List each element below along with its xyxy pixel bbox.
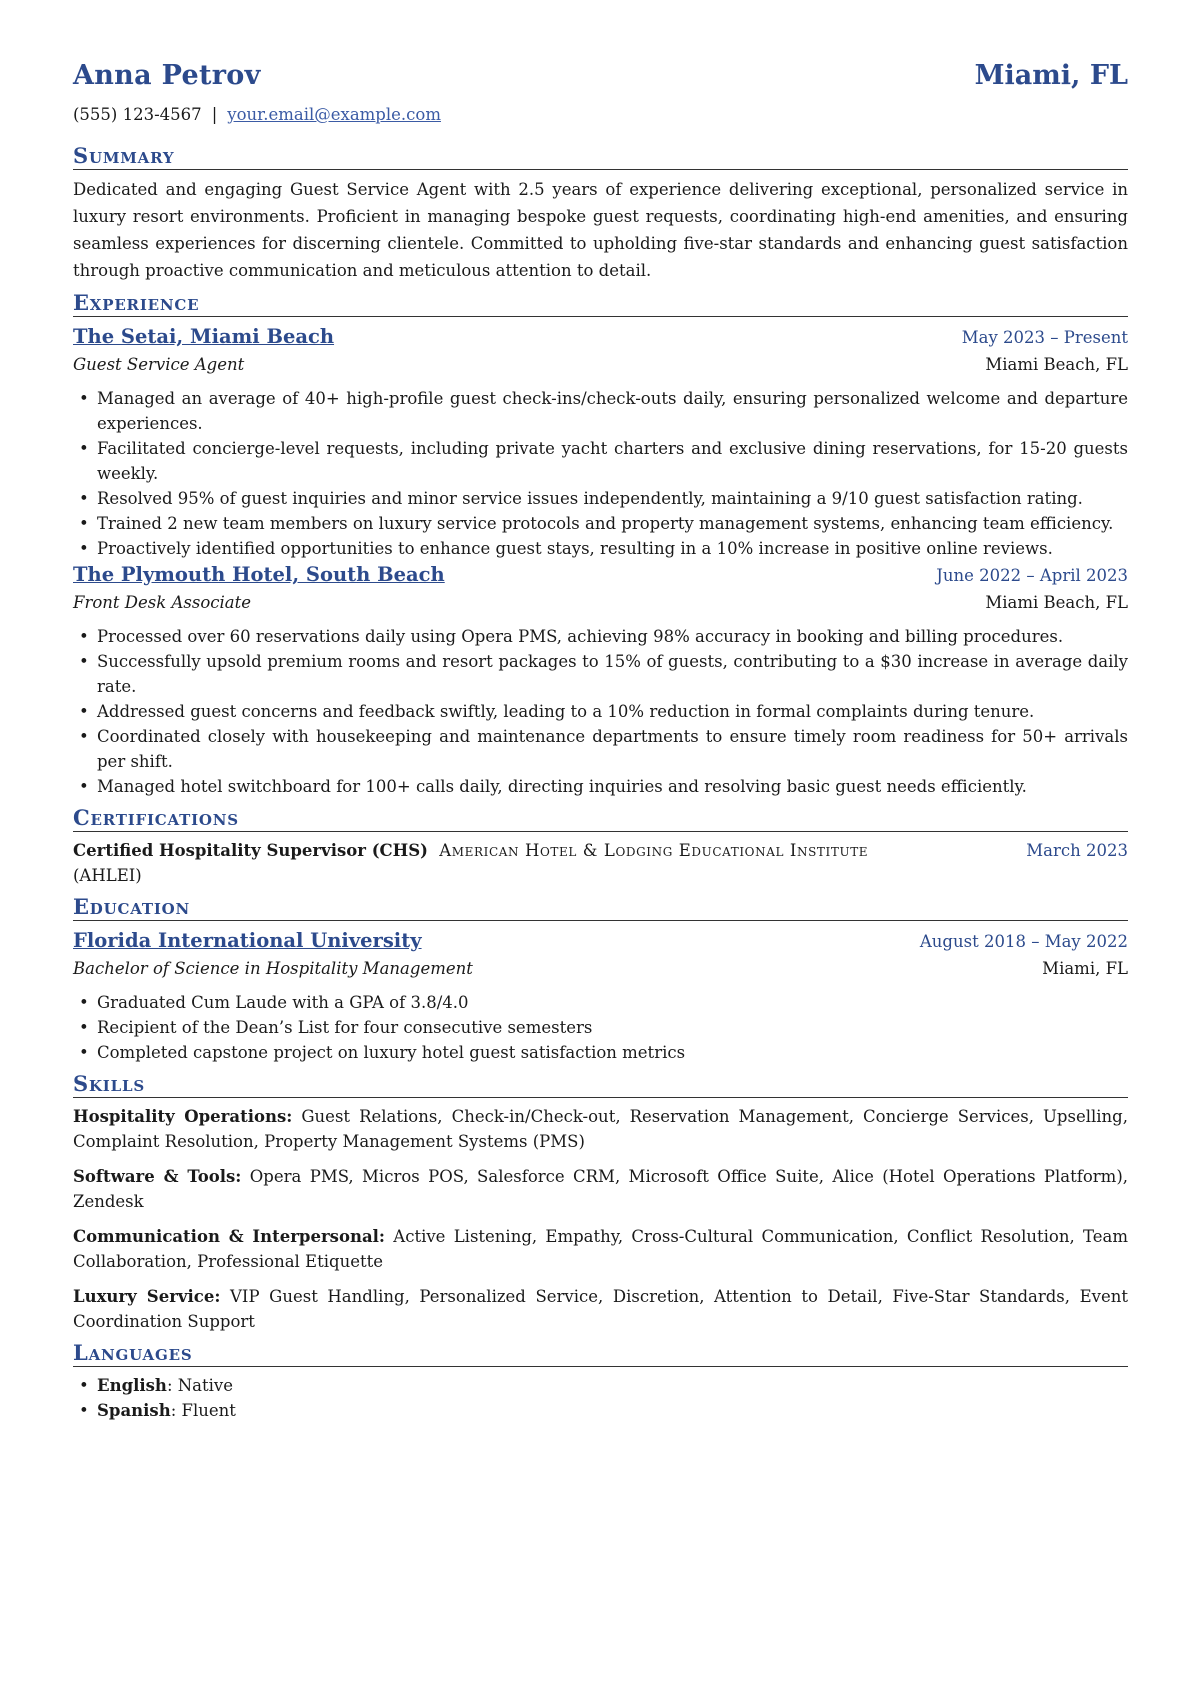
summary-text: Dedicated and engaging Guest Service Agent with 2.5 years of experience delivering exceptional, personalized service in luxury resort environments. Proficient in managing bespoke guest requests, coordinating high-end amenities, and ensuring seamless experiences for discerning clientele. Committed to upholding five-star standards and enhancing guest satisfaction through proactive communication and meticulous attention to detail. — [73, 180, 1128, 280]
contact-separator: | — [211, 105, 218, 124]
list-item — [73, 1398, 1128, 1423]
list-item: • Addressed guest concerns and feedback swiftly, leading to a 10% reduction in formal complaints during tenure. — [73, 699, 1128, 724]
section-title-languages: Languages — [73, 1340, 1128, 1367]
school-location: Miami, FL — [1042, 959, 1128, 978]
section-title-skills: Skills — [73, 1071, 1128, 1098]
phone-number: (555) 123-4567 — [73, 105, 202, 124]
skill-group — [73, 1164, 1128, 1214]
job-location: Miami Beach, FL — [985, 593, 1128, 612]
contact-line — [73, 105, 1128, 137]
section-title-certifications: Certifications — [73, 805, 1128, 832]
job-location: Miami Beach, FL — [985, 355, 1128, 374]
education-list — [73, 990, 1128, 1065]
section-title-summary: Summary — [73, 143, 1128, 170]
skill-group-items: Active Listening, Empathy, Cross-Cultural Communication, Conflict Resolution, Team Collaboration, Professional Etiquette — [73, 1227, 1128, 1271]
employer-name[interactable]: The Plymouth Hotel, South Beach — [73, 563, 445, 586]
degree: Bachelor of Science in Hospitality Management — [73, 959, 473, 978]
skill-group — [73, 1224, 1128, 1274]
skill-group — [73, 1104, 1128, 1154]
section-title-experience: Experience — [73, 290, 1128, 317]
language-name: Spanish — [97, 1401, 171, 1420]
section-title-education: Education — [73, 894, 1128, 921]
achievement-list — [73, 624, 1128, 799]
list-item: • Completed capstone project on luxury hotel guest satisfaction metrics — [73, 1040, 1128, 1065]
school-name[interactable]: Florida International University — [73, 929, 422, 952]
language-list — [73, 1373, 1128, 1423]
list-item: • Successfully upsold premium rooms and resort packages to 15% of guests, contributing to a $30 increase in average daily rate. — [73, 649, 1128, 699]
experience-entry — [73, 561, 1128, 799]
list-item — [73, 1373, 1128, 1398]
skill-group-label: Software & Tools: — [73, 1167, 242, 1186]
language-name: English — [97, 1376, 167, 1395]
list-item: • Facilitated concierge-level requests, including private yacht charters and exclusive dining reservations, for 15-20 guests weekly. — [73, 436, 1128, 486]
achievement-list — [73, 386, 1128, 561]
skill-group — [73, 1284, 1128, 1334]
certification-entry — [73, 838, 1128, 888]
list-item: • Coordinated closely with housekeeping and maintenance departments to ensure timely room readiness for 50+ arrivals per shift. — [73, 724, 1128, 774]
language-level: : Fluent — [170, 1401, 236, 1420]
candidate-location: Miami, FL — [974, 60, 1128, 91]
certification-issuer-abbr: (AHLEI) — [73, 866, 142, 885]
email-link[interactable]: your.email@example.com — [227, 105, 441, 124]
employer-name[interactable]: The Setai, Miami Beach — [73, 325, 335, 348]
skill-group-label: Luxury Service: — [73, 1287, 221, 1306]
certification-issuer: American Hotel & Lodging Educational Institute — [439, 841, 869, 860]
list-item: • Recipient of the Dean’s List for four consecutive semesters — [73, 1015, 1128, 1040]
certification-date: March 2023 — [1026, 841, 1128, 860]
resume-page — [73, 60, 1128, 1423]
candidate-name: Anna Petrov — [73, 60, 261, 91]
skill-group-items: VIP Guest Handling, Personalized Service, Discretion, Attention to Detail, Five-Star Standards, Event Coordination Support — [73, 1287, 1128, 1331]
employment-dates: June 2022 – April 2023 — [936, 566, 1128, 585]
skill-group-items: Opera PMS, Micros POS, Salesforce CRM, Microsoft Office Suite, Alice (Hotel Operations Platform), Zendesk — [73, 1167, 1129, 1211]
list-item: • Processed over 60 reservations daily using Opera PMS, achieving 98% accuracy in booking and billing procedures. — [73, 624, 1128, 649]
list-item: • Proactively identified opportunities to enhance guest stays, resulting in a 10% increase in positive online reviews. — [73, 536, 1128, 561]
education-entry — [73, 927, 1128, 1065]
job-title: Guest Service Agent — [73, 355, 245, 374]
skill-group-label: Communication & Interpersonal: — [73, 1227, 385, 1246]
list-item: • Managed an average of 40+ high-profile guest check-ins/check-outs daily, ensuring personalized welcome and departure experiences. — [73, 386, 1128, 436]
education-dates: August 2018 – May 2022 — [919, 932, 1128, 951]
language-level: : Native — [166, 1376, 234, 1395]
experience-entry — [73, 323, 1128, 561]
certification-name: Certified Hospitality Supervisor (CHS) — [73, 841, 428, 860]
list-item: • Managed hotel switchboard for 100+ calls daily, directing inquiries and resolving basic guest needs efficiently. — [73, 774, 1128, 799]
employment-dates: May 2023 – Present — [961, 328, 1128, 347]
resume-header — [73, 60, 1128, 104]
list-item: • Resolved 95% of guest inquiries and minor service issues independently, maintaining a 9/10 guest satisfaction rating. — [73, 486, 1128, 511]
list-item: • Graduated Cum Laude with a GPA of 3.8/4.0 — [73, 990, 1128, 1015]
skill-group-label: Hospitality Operations: — [73, 1107, 293, 1126]
skill-group-items: Guest Relations, Check-in/Check-out, Reservation Management, Concierge Services, Upselling, Complaint Resolution, Property Management Systems (PMS) — [73, 1107, 1128, 1151]
list-item: • Trained 2 new team members on luxury service protocols and property management systems, enhancing team efficiency. — [73, 511, 1128, 536]
job-title: Front Desk Associate — [73, 593, 252, 612]
